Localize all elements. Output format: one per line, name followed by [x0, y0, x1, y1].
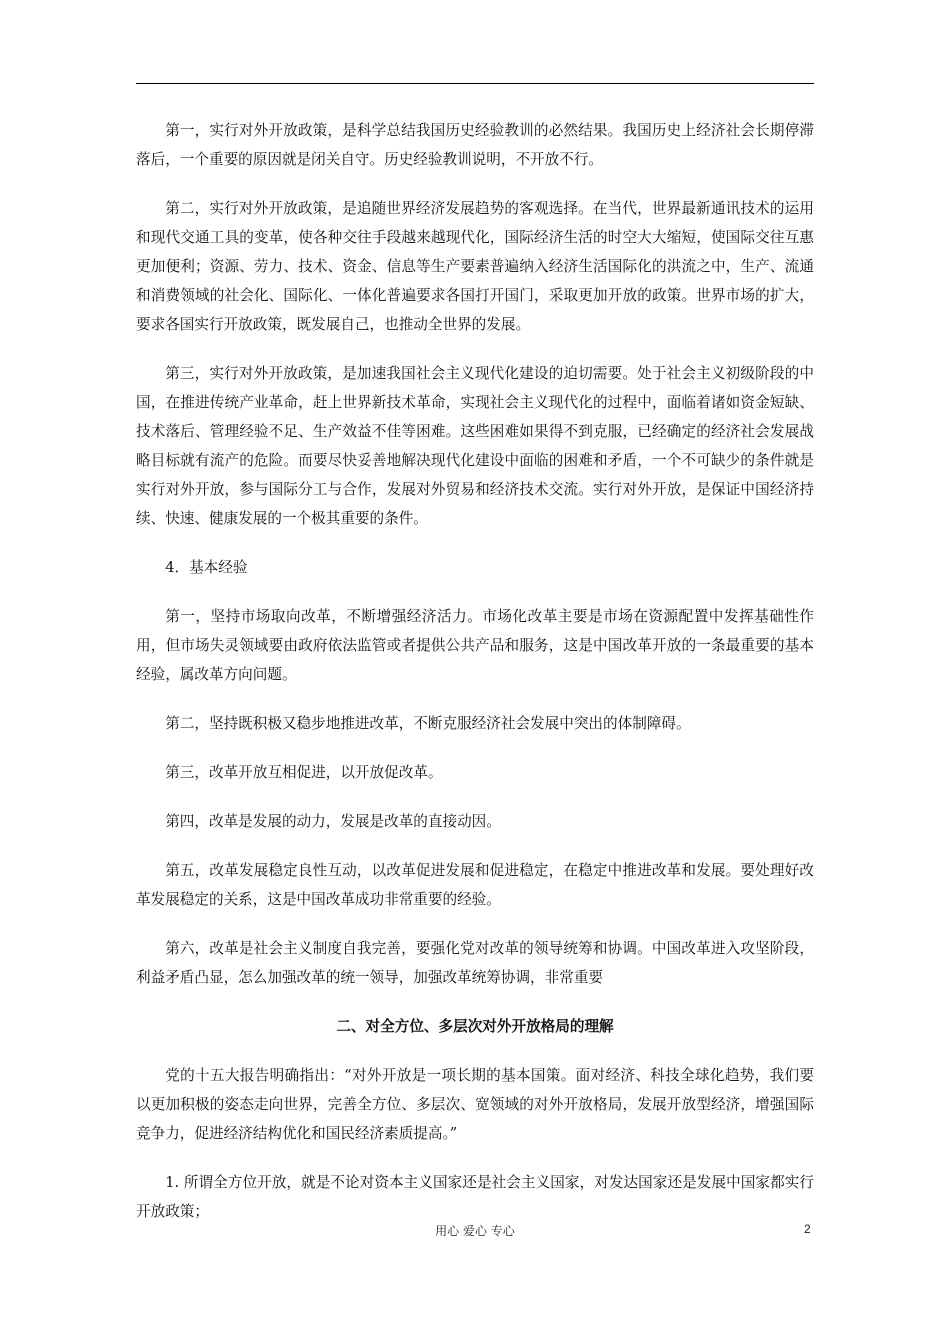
paragraph: 第一，坚持市场取向改革，不断增强经济活力。市场化改革主要是市场在资源配置中发挥基础性作用，但市场失灵领域要由政府依法监管或者提供公共产品和服务，这是中国改革开放的一条最重要的基本经验，属改革方向问题。 — [136, 608, 814, 683]
header-rule — [136, 83, 814, 84]
body-text — [136, 116, 814, 1246]
footer-motto: 用心 爱心 专心 — [435, 1224, 515, 1238]
paragraph: 第四，改革是发展的动力，发展是改革的直接动因。 — [165, 813, 501, 830]
paragraph: 第三，改革开放互相促进，以开放促改革。 — [165, 764, 443, 781]
page-number: 2 — [804, 1222, 811, 1236]
paragraph: 1. 所谓全方位开放，就是不论对资本主义国家还是社会主义国家，对发达国家还是发展中国家都实行开放政策； — [136, 1174, 814, 1220]
paragraph: 第二，实行对外开放政策，是追随世界经济发展趋势的客观选择。在当代，世界最新通讯技术的运用和现代交通工具的变革，使各种交往手段越来越现代化，国际经济生活的时空大大缩短，使国际交往互惠更加便利；资源、劳力、技术、资金、信息等生产要素普遍纳入经济生活国际化的洪流之中，生产、流通和消费领域的社会化、国际化、一体化普遍要求各国打开国门，采取更加开放的政策。世界市场的扩大，要求各国实行开放政策，既发展自己，也推动全世界的发展。 — [136, 200, 814, 333]
paragraph: 第三，实行对外开放政策，是加速我国社会主义现代化建设的迫切需要。处于社会主义初级阶段的中国，在推进传统产业革命，赶上世界新技术革命，实现社会主义现代化的过程中，面临着诸如资金短缺、技术落后、管理经验不足、生产效益不佳等困难。这些困难如果得不到克服，已经确定的经济社会发展战略目标就有流产的危险。而要尽快妥善地解决现代化建设中面临的困难和矛盾，一个不可缺少的条件就是实行对外开放，参与国际分工与合作，发展对外贸易和经济技术交流。实行对外开放，是保证中国经济持续、快速、健康发展的一个极其重要的条件。 — [136, 365, 814, 527]
paragraph: 第六，改革是社会主义制度自我完善，要强化党对改革的领导统筹和协调。中国改革进入攻坚阶段，利益矛盾凸显，怎么加强改革的统一领导，加强改革统筹协调，非常重要 — [136, 940, 814, 986]
paragraph: 第二，坚持既积极又稳步地推进改革，不断克服经济社会发展中突出的体制障碍。 — [165, 715, 691, 732]
paragraph: 第一，实行对外开放政策，是科学总结我国历史经验教训的必然结果。我国历史上经济社会长期停滞落后，一个重要的原因就是闭关自守。历史经验教训说明，不开放不行。 — [136, 122, 814, 168]
section-subheading: 4．基本经验 — [165, 559, 248, 576]
paragraph: 党的十五大报告明确指出：“对外开放是一项长期的基本国策。面对经济、科技全球化趋势，我们要以更加积极的姿态走向世界，完善全方位、多层次、宽领域的对外开放格局，发展开放型经济，增强国际竞争力，促进经济结构优化和国民经济素质提高。” — [136, 1067, 814, 1142]
section-heading: 二、对全方位、多层次对外开放格局的理解 — [336, 1018, 614, 1035]
paragraph: 第五，改革发展稳定良性互动，以改革促进发展和促进稳定，在稳定中推进改革和发展。要处理好改革发展稳定的关系，这是中国改革成功非常重要的经验。 — [136, 862, 814, 908]
